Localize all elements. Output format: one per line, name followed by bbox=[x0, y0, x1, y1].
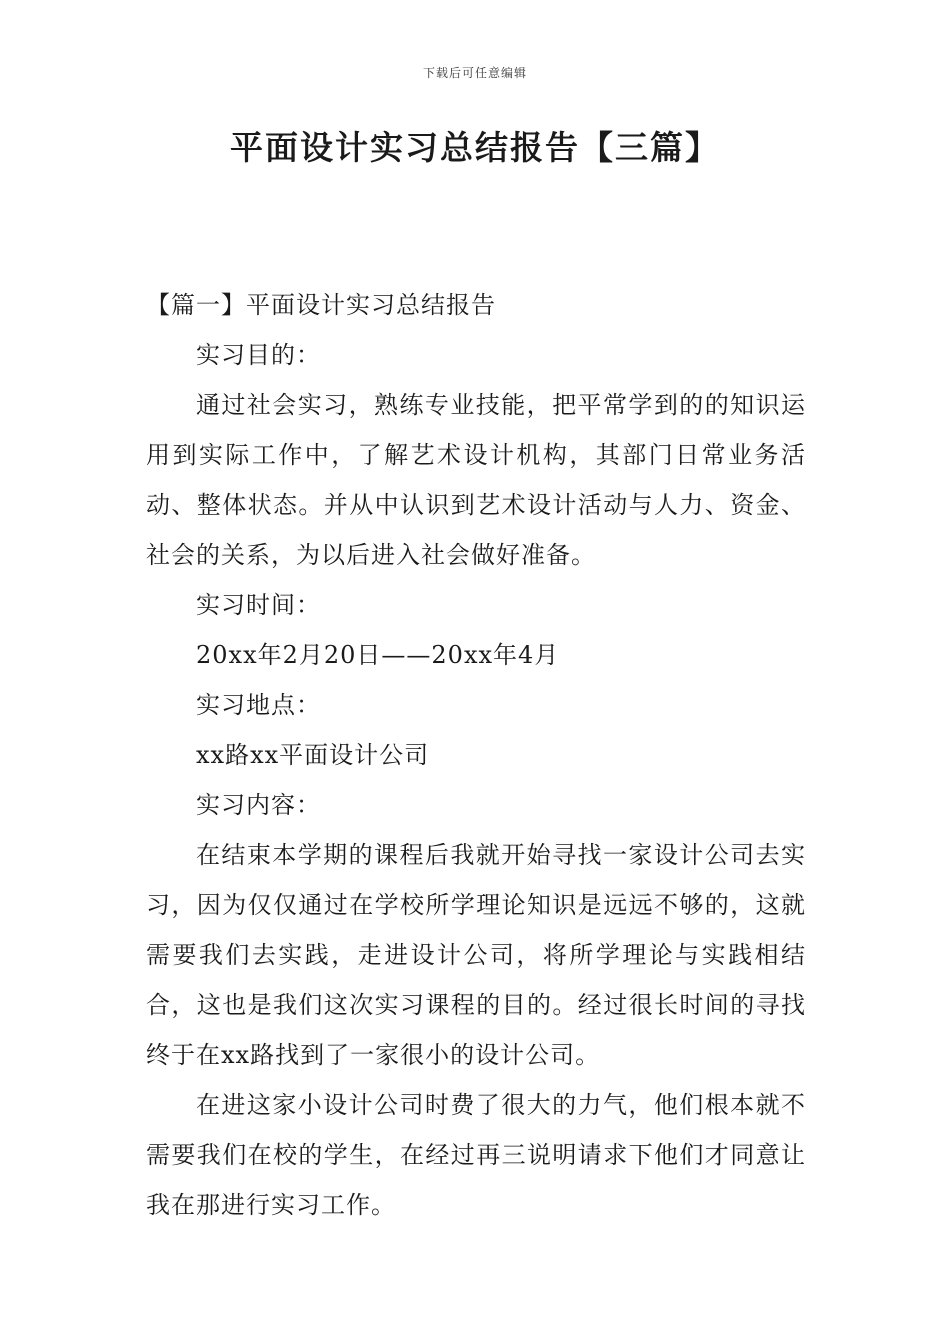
header-note: 下载后可任意编辑 bbox=[422, 66, 527, 80]
place-label: 实习地点： bbox=[196, 691, 321, 719]
purpose-label: 实习目的： bbox=[196, 341, 321, 369]
purpose-paragraph: 通过社会实习，熟练专业技能，把平常学到的的知识运用到实际工作中，了解艺术设计机构，其部门日常业务活动、整体状态。并从中认识到艺术设计活动与人力、资金、社会的关系，为以后进入社会做好准备。 bbox=[146, 391, 806, 569]
content-paragraph-2: 在进这家小设计公司时费了很大的力气，他们根本就不需要我们在校的学生，在经过再三说明请求下他们才同意让我在那进行实习工作。 bbox=[146, 1091, 806, 1219]
document-title: 平面设计实习总结报告【三篇】 bbox=[230, 128, 720, 167]
content-label: 实习内容： bbox=[196, 791, 321, 819]
document-body bbox=[146, 280, 806, 1230]
content-paragraph-1: 在结束本学期的课程后我就开始寻找一家设计公司去实习，因为仅仅通过在学校所学理论知识是远远不够的，这就需要我们去实践，走进设计公司，将所学理论与实践相结合，这也是我们这次实习课程的目的。经过很长时间的寻找终于在xx路找到了一家很小的设计公司。 bbox=[146, 841, 806, 1069]
place-value: xx路xx平面设计公司 bbox=[196, 741, 430, 769]
time-label: 实习时间： bbox=[196, 591, 321, 619]
time-value: 20xx年2月20日——20xx年4月 bbox=[196, 641, 560, 669]
section-heading: 【篇一】平面设计实习总结报告 bbox=[146, 291, 496, 319]
